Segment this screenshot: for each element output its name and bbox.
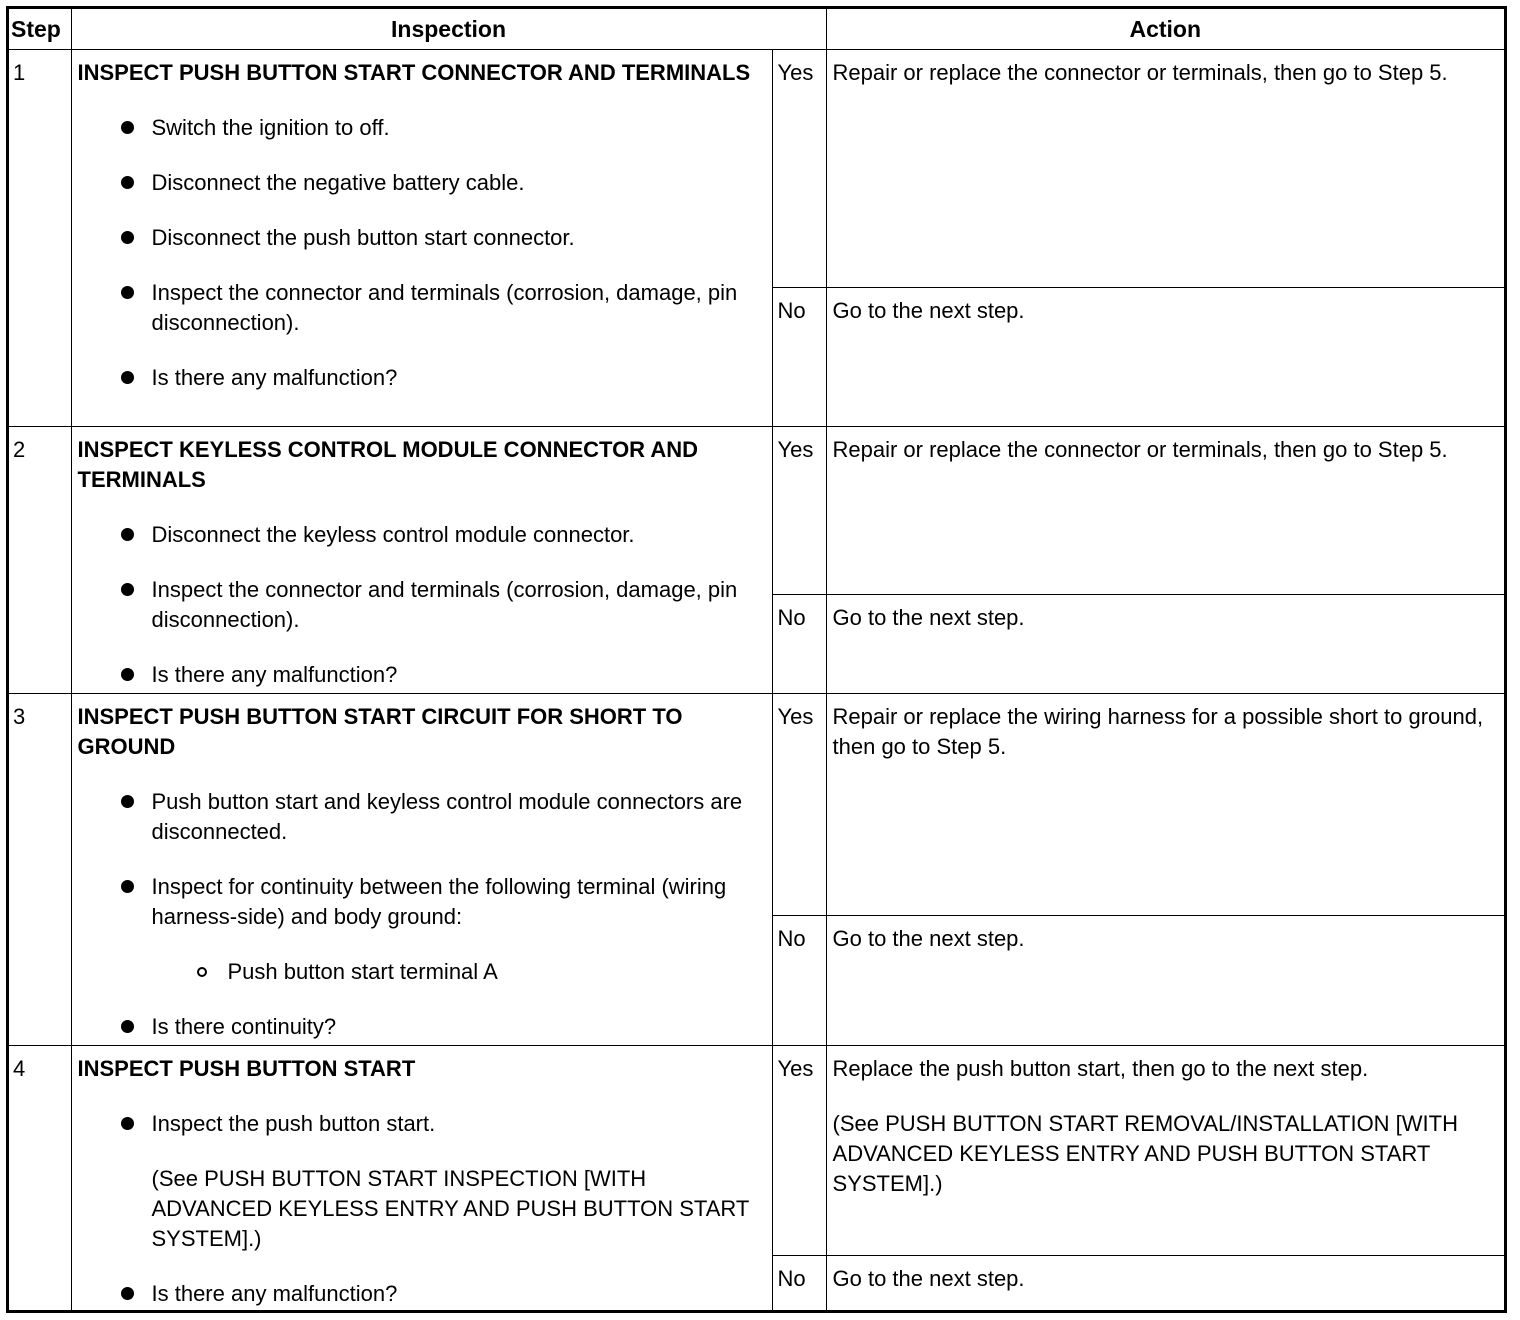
bullet-text: Inspect the connector and terminals (corrosion, damage, pin disconnection). xyxy=(151,577,738,632)
bullet-item xyxy=(78,223,766,253)
step-3-yes-row xyxy=(9,694,1504,916)
bullet-item xyxy=(78,520,766,550)
bullet-item xyxy=(78,278,766,338)
bullet-item xyxy=(78,113,766,143)
bullet-text: Inspect for continuity between the following terminal (wiring harness-side) and body ground: xyxy=(151,874,727,929)
no-action: Go to the next step. xyxy=(826,1256,1504,1311)
bullet-text: Is there continuity? xyxy=(151,1014,337,1039)
yes-action: Repair or replace the wiring harness for a possible short to ground, then go to Step 5. xyxy=(826,694,1504,916)
bullet-list xyxy=(78,113,766,393)
bullet-text: Switch the ignition to off. xyxy=(151,115,390,140)
bullet-dot-icon xyxy=(121,795,134,808)
bullet-list xyxy=(78,787,766,1042)
bullet-dot-icon xyxy=(121,1020,134,1033)
bullet-dot-icon xyxy=(121,231,134,244)
column-header-inspection: Inspection xyxy=(71,9,826,50)
step-number: 2 xyxy=(9,427,71,694)
bullet-list xyxy=(78,520,766,690)
yes-action: Repair or replace the connector or terminals, then go to Step 5. xyxy=(826,50,1504,288)
bullet-dot-icon xyxy=(121,1287,134,1300)
yes-label: Yes xyxy=(772,50,826,288)
bullet-text: Disconnect the negative battery cable. xyxy=(151,170,525,195)
reference-note: (See PUSH BUTTON START REMOVAL/INSTALLATION [WITH ADVANCED KEYLESS ENTRY AND PUSH BUTTON START SYSTEM].) xyxy=(832,1111,1458,1196)
bullet-text: Push button start and keyless control module connectors are disconnected. xyxy=(151,789,743,844)
bullet-item xyxy=(78,1279,766,1309)
bullet-dot-icon xyxy=(121,371,134,384)
yes-label: Yes xyxy=(772,694,826,916)
no-action: Go to the next step. xyxy=(826,288,1504,427)
bullet-item xyxy=(78,363,766,393)
bullet-item xyxy=(78,575,766,635)
yes-label: Yes xyxy=(772,1046,826,1256)
bullet-list xyxy=(78,1109,766,1309)
inspection-cell xyxy=(71,1046,772,1311)
bullet-text: Is there any malfunction? xyxy=(151,365,398,390)
yes-action: Repair or replace the connector or terminals, then go to Step 5. xyxy=(826,427,1504,595)
column-header-step: Step xyxy=(9,9,71,50)
step-heading: INSPECT PUSH BUTTON START xyxy=(77,1056,416,1081)
column-header-action: Action xyxy=(826,9,1504,50)
bullet-dot-icon xyxy=(121,286,134,299)
step-number: 3 xyxy=(9,694,71,1046)
bullet-dot-icon xyxy=(121,880,134,893)
step-2-yes-row xyxy=(9,427,1504,595)
sub-bullet-text: Push button start terminal A xyxy=(227,959,498,984)
bullet-text: Is there any malfunction? xyxy=(151,662,398,687)
bullet-dot-icon xyxy=(121,176,134,189)
troubleshooting-page xyxy=(6,6,1507,1313)
step-4-yes-row xyxy=(9,1046,1504,1256)
no-label: No xyxy=(772,595,826,694)
no-label: No xyxy=(772,916,826,1046)
yes-action: Replace the push button start, then go to the next step. xyxy=(832,1056,1369,1081)
hollow-circle-bullet-icon xyxy=(197,967,207,977)
bullet-text: Disconnect the push button start connector. xyxy=(151,225,575,250)
bullet-dot-icon xyxy=(121,668,134,681)
inspection-cell xyxy=(71,50,772,427)
bullet-item xyxy=(78,872,766,932)
bullet-dot-icon xyxy=(121,121,134,134)
no-action: Go to the next step. xyxy=(826,916,1504,1046)
header-row xyxy=(9,9,1504,50)
no-label: No xyxy=(772,288,826,427)
bullet-item xyxy=(78,787,766,847)
sub-bullet-item xyxy=(78,957,766,987)
step-number: 4 xyxy=(9,1046,71,1311)
step-1-yes-row xyxy=(9,50,1504,288)
no-action: Go to the next step. xyxy=(826,595,1504,694)
bullet-text: Inspect the connector and terminals (corrosion, damage, pin disconnection). xyxy=(151,280,738,335)
bullet-item xyxy=(78,1012,766,1042)
step-heading: INSPECT PUSH BUTTON START CONNECTOR AND TERMINALS xyxy=(77,60,751,85)
bullet-dot-icon xyxy=(121,1117,134,1130)
bullet-text: Inspect the push button start. xyxy=(151,1111,436,1136)
bullet-text: Is there any malfunction? xyxy=(151,1281,398,1306)
diagnostic-table xyxy=(9,9,1504,1311)
bullet-text: Disconnect the keyless control module connector. xyxy=(151,522,635,547)
yes-action-cell xyxy=(826,1046,1504,1256)
step-number: 1 xyxy=(9,50,71,427)
inspection-cell xyxy=(71,694,772,1046)
bullet-item xyxy=(78,660,766,690)
yes-label: Yes xyxy=(772,427,826,595)
reference-note: (See PUSH BUTTON START INSPECTION [WITH ADVANCED KEYLESS ENTRY AND PUSH BUTTON START SYSTEM].) xyxy=(151,1166,749,1251)
inspection-cell xyxy=(71,427,772,694)
bullet-item xyxy=(78,1109,766,1254)
step-heading: INSPECT PUSH BUTTON START CIRCUIT FOR SHORT TO GROUND xyxy=(77,704,683,759)
bullet-item xyxy=(78,168,766,198)
step-heading: INSPECT KEYLESS CONTROL MODULE CONNECTOR AND TERMINALS xyxy=(77,437,699,492)
no-label: No xyxy=(772,1256,826,1311)
bullet-dot-icon xyxy=(121,528,134,541)
bullet-dot-icon xyxy=(121,583,134,596)
